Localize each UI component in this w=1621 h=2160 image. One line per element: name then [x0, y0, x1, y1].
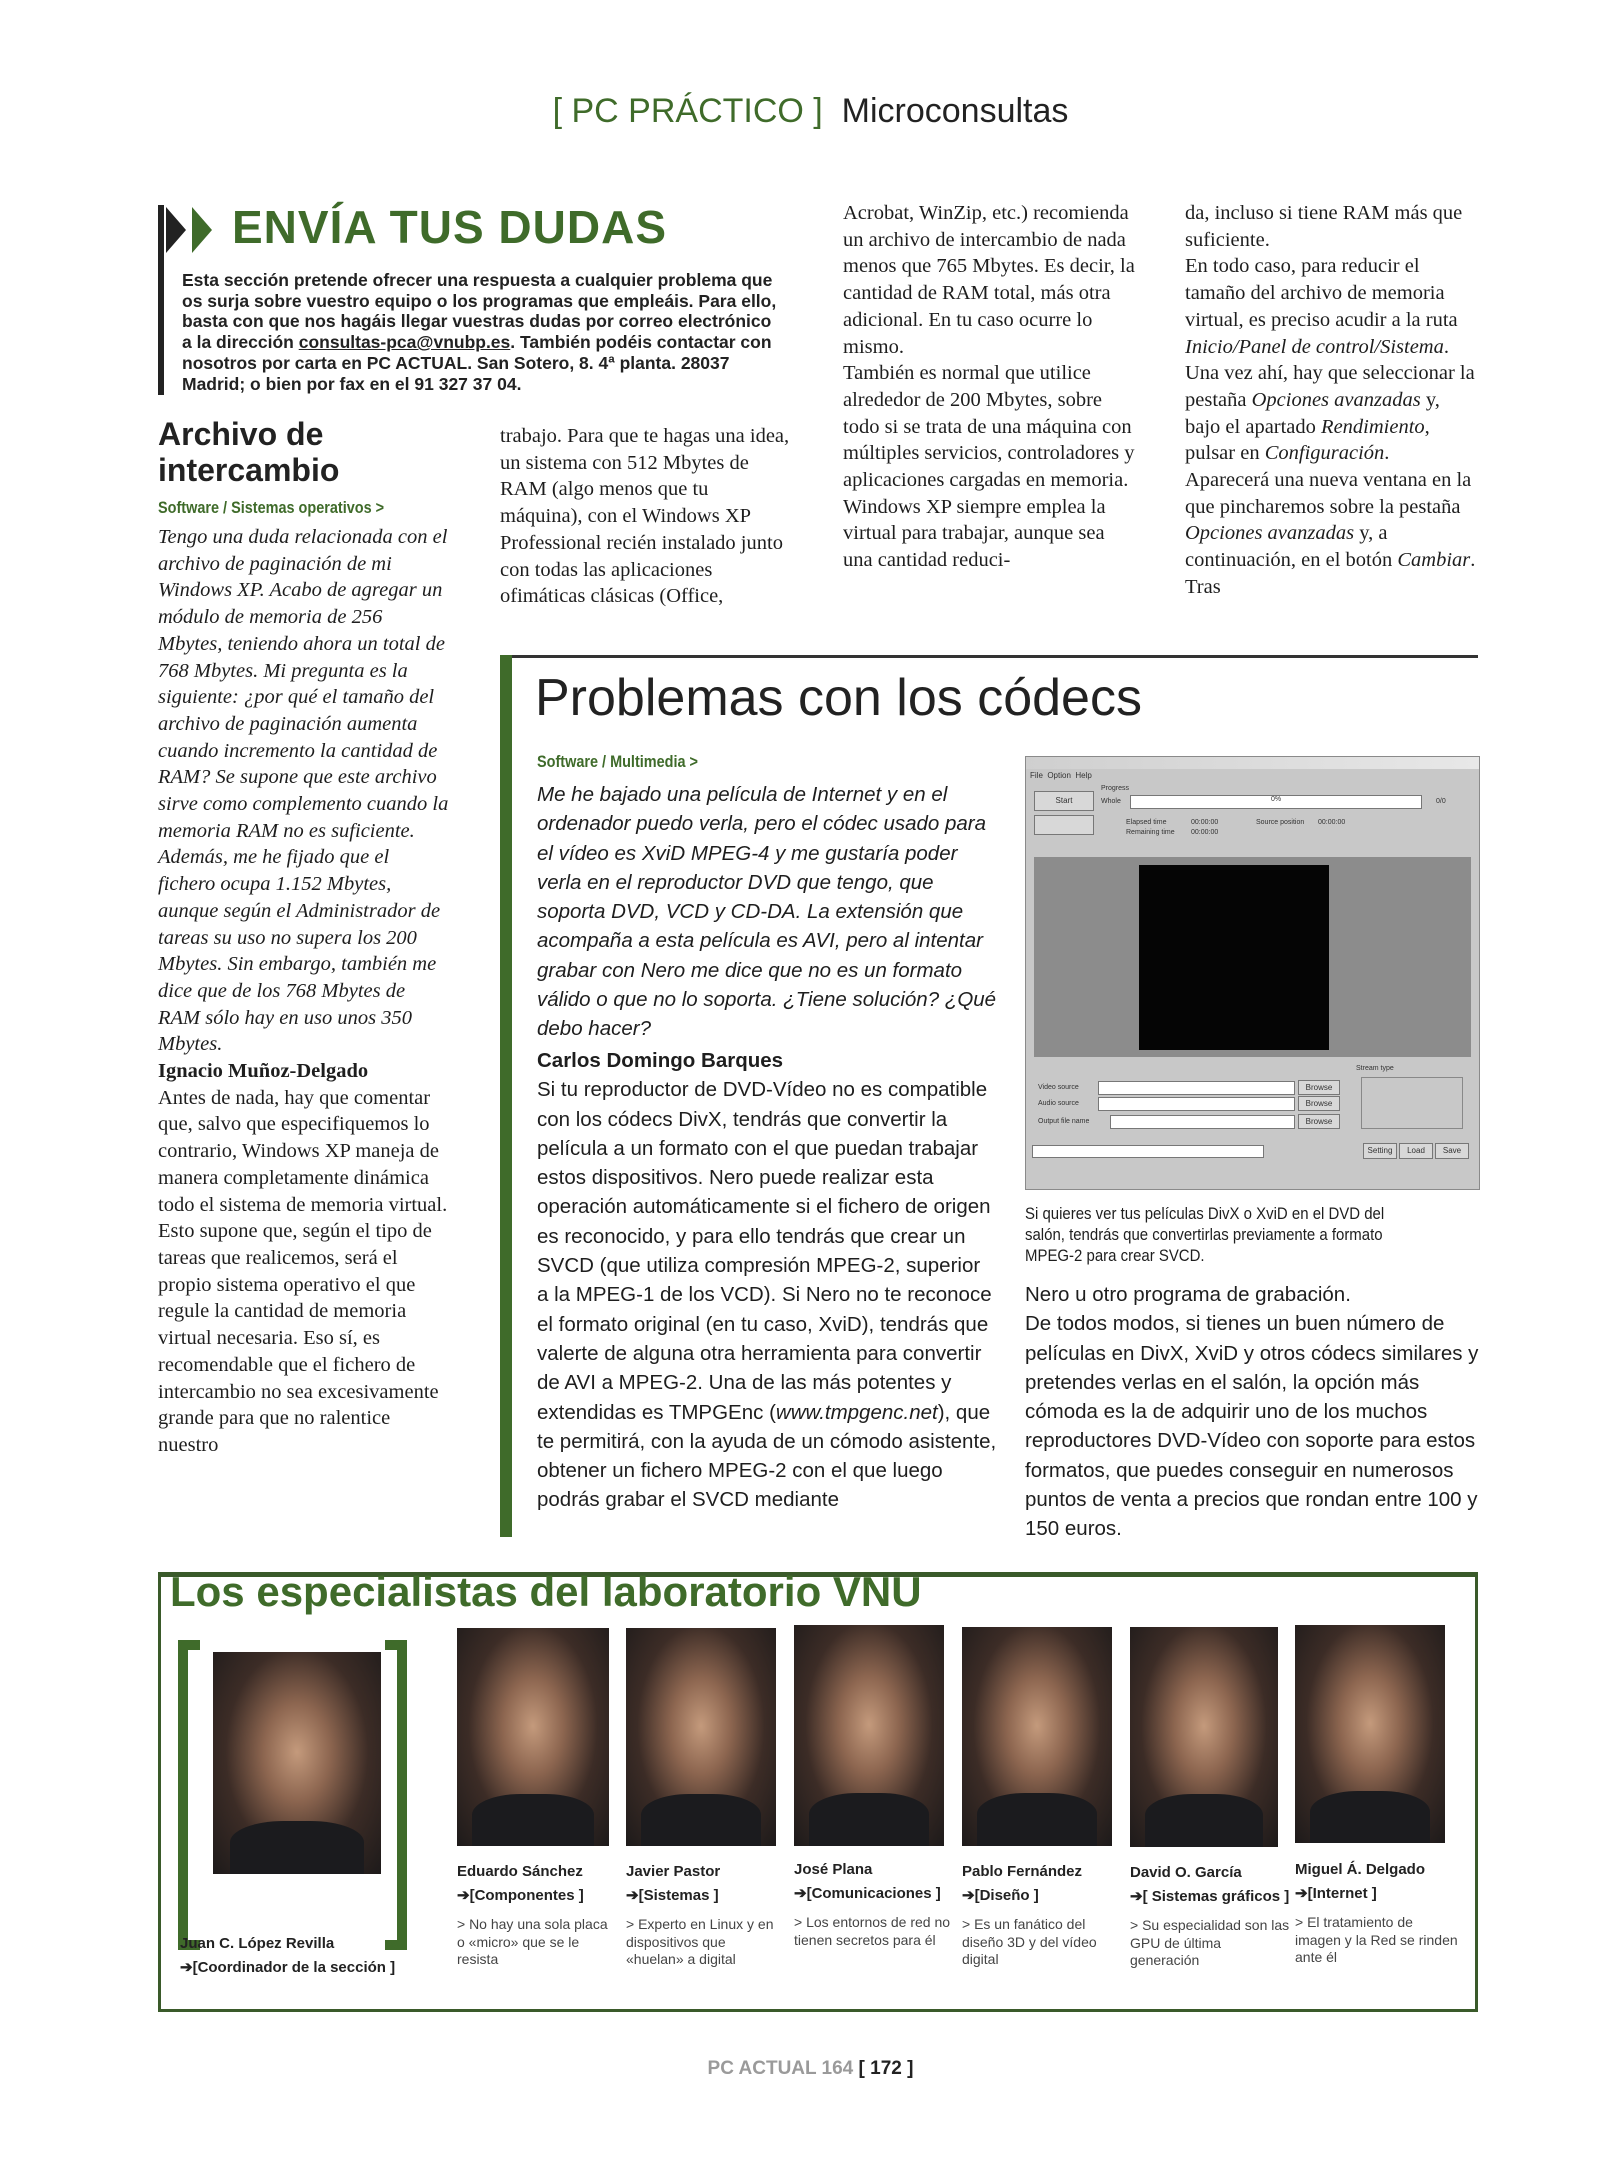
double-arrow-icon: [166, 205, 228, 255]
output-name-input[interactable]: [1110, 1115, 1295, 1129]
avatar: [962, 1627, 1112, 1846]
question-author: Ignacio Muñoz-Delgado: [158, 1060, 369, 1083]
answer-text: Acrobat, WinZip, etc.) recomienda un archivo de intercambio de nada menos que 765 Mbytes. Es decir, la cantidad de RAM total, más otra adicional. En tu caso ocurre lo mismo.: [843, 202, 1135, 358]
avatar: [457, 1628, 609, 1846]
audio-source-label: Audio source: [1038, 1100, 1079, 1107]
avatar: [1295, 1625, 1445, 1843]
stream-type-radios[interactable]: [1361, 1077, 1463, 1129]
article-category: Software / Multimedia >: [537, 752, 698, 771]
answer-text: Antes de nada, hay que comentar que, salvo que especifiquemos lo contrario, Windows XP maneja de manera completamente dinámica todo el sistema de memoria virtual. Esto supone que, según el tipo de tareas que realicemos, será el propio sistema operativo el que regule la cantidad de memoria virtual necesaria. Eso sí, es recomendable que el fichero de intercambio no sea excesivamente grande para que no ralentice nuestro: [158, 1086, 448, 1456]
url-link[interactable]: www.tmpgenc.net: [775, 1400, 938, 1424]
browse-button[interactable]: Browse: [1298, 1080, 1340, 1095]
elapsed-label: Elapsed time: [1126, 819, 1167, 826]
browse-button[interactable]: Browse: [1298, 1114, 1340, 1129]
specialist-name: Juan C. López Revilla: [180, 1935, 335, 1952]
page-number: [ 172 ]: [858, 2058, 914, 2079]
avatar: [1130, 1627, 1278, 1847]
specialist-desc: > Los entornos de red no tienen secretos para él: [794, 1914, 951, 1948]
remaining-label: Remaining time: [1126, 829, 1175, 836]
output-name-label: Output file name: [1038, 1118, 1090, 1125]
specialist-role: ➔[Internet ]: [1295, 1885, 1377, 1902]
specialist-role: ➔[Componentes ]: [457, 1887, 584, 1904]
status-bar: [1032, 1145, 1264, 1158]
video-preview: [1034, 857, 1471, 1057]
specialist-name: David O. García: [1130, 1864, 1242, 1881]
specialist-card: [794, 1861, 954, 1949]
specialists-title: Los especialistas del laboratorio VNU: [170, 1568, 922, 1615]
save-button[interactable]: Save: [1435, 1143, 1469, 1159]
stream-type-label: Stream type: [1356, 1065, 1394, 1072]
specialist-role: ➔[Sistemas ]: [626, 1887, 719, 1904]
elapsed-value: 00:00:00: [1191, 819, 1219, 826]
specialist-desc: > Es un fanático del diseño 3D y del vídeo digital: [962, 1916, 1097, 1967]
section-rule: [500, 655, 1478, 658]
section-label: [ PC PRÁCTICO ]: [552, 92, 823, 130]
progress-label: Progress: [1101, 785, 1130, 792]
specialist-name: José Plana: [794, 1861, 873, 1878]
specialist-name: Javier Pastor: [626, 1863, 721, 1880]
reader-question: Me he bajado una película de Internet y en el ordenador puedo verla, pero el códec usado para el vídeo es XviD MPEG-4 y me gustaría poder verla en el reproductor DVD que tengo, que soporta DVD, VCD y CD-DA. La extensión que acompaña a esta película es AVI, pero al intentar grabar con Nero me dice que no es un formato válido o que no lo soporta. ¿Tiene solución? ¿Qué debo hacer?: [537, 783, 997, 1041]
running-header: [0, 92, 1621, 131]
article-title: Archivo de intercambio: [158, 416, 340, 488]
load-button[interactable]: Load: [1399, 1143, 1433, 1159]
specialist-role: ➔[ Sistemas gráficos ]: [1130, 1888, 1290, 1905]
avatar: [794, 1625, 944, 1846]
whole-label: Whole: [1101, 798, 1121, 805]
bracket-left: [178, 1640, 200, 1950]
bracket-right: [385, 1640, 407, 1950]
avatar: [626, 1628, 776, 1846]
specialist-desc: > Su especialidad son las GPU de última generación: [1130, 1917, 1290, 1968]
count-label: 0/0: [1436, 798, 1446, 805]
audio-source-input[interactable]: [1098, 1097, 1295, 1111]
figure-caption: Si quieres ver tus películas DivX o XviD en el DVD del salón, tendrás que convertirlas previamente a formato MPEG-2 para crear SVCD.: [1025, 1204, 1385, 1265]
answer-text: trabajo. Para que te hagas una idea, un sistema con 512 Mbytes de RAM (algo menos que tu máquina), con el Windows XP Professional recién instalado junto con todas las aplicaciones ofimáticas clásicas (Office,: [500, 425, 790, 608]
specialist-name: Miguel Á. Delgado: [1295, 1861, 1426, 1878]
specialist-card: [962, 1863, 1122, 1969]
video-source-input[interactable]: [1098, 1081, 1295, 1095]
article-column-4: [1185, 200, 1477, 601]
answer-text: Nero u otro programa de grabación. De todos modos, si tienes un buen número de películas en DivX, XviD y otros códecs similares y pretendes verlas en el salón, la opción más cómoda es la de adquirir uno de los muchos reproductores DVD-Vídeo con soporte para estos formatos, que puedes conseguir en numerosos puntos de venta a precios que rondan entre 100 y 150 euros.: [1025, 1283, 1479, 1541]
specialist-name: Eduardo Sánchez: [457, 1863, 583, 1880]
article-title: Problemas con los códecs: [535, 669, 1142, 727]
article-category: Software / Sistemas operativos >: [158, 498, 385, 517]
specialist-desc: > El tratamiento de imagen y la Red se rinden ante él: [1295, 1914, 1458, 1965]
specialist-desc: > No hay una sola placa o «micro» que se le resista: [457, 1916, 608, 1967]
article-column-1: [158, 524, 450, 1459]
answer-text: Carlos Domingo Barques Si tu reproductor de DVD-Vídeo no es compatible con los códecs DivX, tendrás que convertir la película a un formato con el que puedan trabajar estos dispositivos. Nero puede realizar esta operación automáticamente si el fichero de origen es reconocido, y para ello tendrás que crear un SVCD (que utiliza compresión MPEG-2, superior a la MPEG-1 de los VCD). Si Nero no te reconoce el formato original (en tu caso, XviD), tendrás que valerte de alguna otra herramienta para convertir de AVI a MPEG-2. Una de las más potentes y extendidas es TMPGEnc (www.tmpgenc.net), que te permitirá, con la ayuda de un cómodo asistente, obtener un fichero MPEG-2 con el que luego podrás grabar el SVCD mediante: [537, 1046, 997, 1515]
intro-title: ENVÍA TUS DUDAS: [232, 201, 667, 253]
specialist-name: Pablo Fernández: [962, 1863, 1083, 1880]
intro-bar: [158, 205, 164, 395]
specialist-desc: > Experto en Linux y en dispositivos que «huelan» a digital: [626, 1916, 774, 1967]
specialist-card: [457, 1863, 617, 1969]
stop-button[interactable]: [1034, 815, 1094, 835]
video-source-label: Video source: [1038, 1084, 1079, 1091]
specialist-role: ➔[Diseño ]: [962, 1887, 1039, 1904]
intro-text: Esta sección pretende ofrecer una respuesta a cualquier problema que os surja sobre vuestro equipo o los programas que empleáis. Para ello, basta con que nos hagáis llegar vuestras dudas por correo electrónico a la dirección consultas-pca@vnubp.es. También podéis contactar con nosotros por carta en PC ACTUAL. San Sotero, 8. 4ª planta. 28037 Madrid; o bien por fax en el 91 327 37 04.: [182, 270, 777, 394]
email-link[interactable]: consultas-pca@vnubp.es: [298, 332, 511, 353]
menu-bar: File Option Help: [1030, 771, 1092, 780]
specialist-role: ➔[Comunicaciones ]: [794, 1885, 941, 1902]
magazine-issue: PC ACTUAL 164: [707, 2058, 854, 2079]
source-position-label: Source position: [1256, 819, 1305, 826]
remaining-value: 00:00:00: [1191, 829, 1219, 836]
coordinator-card: [180, 1935, 395, 1976]
screenshot-tmpgenc: [1025, 756, 1480, 1190]
answer-text: En todo caso, para reducir el tamaño del archivo de memoria virtual, es preciso acudir a la ruta Inicio/Panel de control/Sistema. Una vez ahí, hay que seleccionar la pestaña Opciones avanzadas y, bajo el apartado Rendimiento, pulsar en Configuración. Aparecerá una nueva ventana en la que pincharemos sobre la pestaña Opciones avanzadas y, a continuación, en el botón Cambiar. Tras: [1185, 255, 1476, 598]
start-button[interactable]: Start: [1034, 791, 1094, 811]
setting-button[interactable]: Setting: [1363, 1143, 1397, 1159]
answer-text: También es normal que utilice alrededor de 200 Mbytes, sobre todo si se trata de una máquina con múltiples servicios, controladores y aplicaciones cargadas en memoria. Windows XP siempre emplea la virtual para trabajar, aunque sea una cantidad reduci-: [843, 362, 1135, 572]
answer-text: da, incluso si tiene RAM más que suficiente.: [1185, 202, 1463, 251]
subsection-label: Microconsultas: [841, 92, 1069, 130]
question-author: Carlos Domingo Barques: [537, 1049, 784, 1072]
article-column-3: [843, 200, 1135, 574]
window-titlebar: [1026, 757, 1479, 769]
browse-button[interactable]: Browse: [1298, 1096, 1340, 1111]
avatar: [213, 1652, 381, 1874]
section-bar: [500, 655, 512, 1537]
article-column-2: [500, 423, 792, 610]
progress-bar: 0%: [1130, 795, 1422, 809]
specialist-card: [626, 1863, 786, 1969]
specialist-role: ➔[Coordinador de la sección ]: [180, 1959, 396, 1976]
specialist-card: [1130, 1864, 1290, 1970]
page-footer: [0, 2058, 1621, 2080]
reader-question: Tengo una duda relacionada con el archivo de paginación de mi Windows XP. Acabo de agregar un módulo de memoria de 256 Mbytes, teniendo ahora un total de 768 Mbytes. Mi pregunta es la siguiente: ¿por qué el tamaño del archivo de paginación aumenta cuando incremento la cantidad de RAM? Se supone que este archivo sirve como complemento cuando la memoria RAM no es suficiente. Además, me he fijado que el fichero ocupa 1.152 Mbytes, aunque según el Administrador de tareas su uso no supera los 200 Mbytes. Sin embargo, también me dice que de los 768 Mbytes de RAM sólo hay en uso unos 350 Mbytes.: [158, 526, 449, 1056]
source-position-value: 00:00:00: [1318, 819, 1346, 826]
specialist-card: [1295, 1861, 1460, 1967]
